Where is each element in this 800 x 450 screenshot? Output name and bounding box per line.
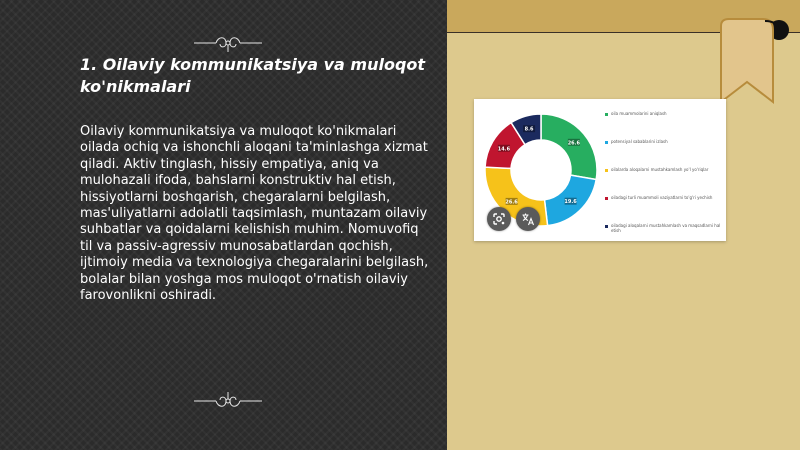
legend-swatch-1 <box>605 141 608 144</box>
legend-item <box>605 223 721 251</box>
donut-slice-0 <box>541 114 597 179</box>
chart-legend <box>605 111 721 251</box>
google-lens-button[interactable] <box>487 207 511 231</box>
data-label-4: 8.6 <box>524 126 534 133</box>
legend-label: oiladagi turli muammoli vaziyatlarni to'g'ri yechish <box>611 195 713 200</box>
legend-swatch-0 <box>605 113 608 116</box>
legend-label: oiladagi aloqalarni mustahkamlash va maqsadlarni hal etish <box>611 223 721 233</box>
slide-title: 1. Oilaviy kommunikatsiya va muloqot ko'nikmalari <box>80 55 426 96</box>
data-label-1: 19.6 <box>564 199 577 206</box>
bookmark-ribbon-icon <box>713 16 793 106</box>
data-label-3: 14.6 <box>497 146 511 153</box>
ornament-bottom-icon <box>192 390 264 412</box>
ornament-top-icon <box>192 32 264 54</box>
translate-icon <box>521 212 535 226</box>
legend-label: potensiyal sabablarini izlash <box>611 139 668 144</box>
chart-image-card[interactable] <box>474 99 726 241</box>
data-label-2: 26.6 <box>505 199 518 206</box>
legend-swatch-2 <box>605 169 608 172</box>
legend-swatch-3 <box>605 197 608 200</box>
legend-item <box>605 139 721 167</box>
data-label-0: 26.6 <box>567 140 581 147</box>
legend-swatch-4 <box>605 225 608 228</box>
lens-icon <box>492 212 506 226</box>
legend-item <box>605 195 721 223</box>
legend-item <box>605 167 721 195</box>
legend-item <box>605 111 721 139</box>
legend-label: oila muammolarini aniqlash <box>611 111 667 116</box>
slide-body-text: Oilaviy kommunikatsiya va muloqot ko'nikmalari oilada ochiq va ishonchli aloqani ta'minlashga xizmat qiladi. Aktiv tinglash, hissiy empatiya, aniq va mulohazali ifoda, bahslarni konstruktiv hal etish, hissiyotlarni boshqarish, chegaralarni belgilash, mas'uliyatlarni adolatli taqsimlash, muntazam oilaviy suhbatlar va qoidalarni kelishish muhim. Nomuvofiq til va passiv-agressiv munosabatlardan qochish, ijtimoiy media va texnologiya chegaralarini belgilash, bolalar bilan yoshga mos muloqot o'rnatish oilaviy farovonlikni oshiradi. <box>80 124 429 304</box>
translate-button[interactable] <box>516 207 540 231</box>
legend-label: oilalarda aloqalarni mustahkamlash yo'l yo'riqlar <box>611 167 709 172</box>
